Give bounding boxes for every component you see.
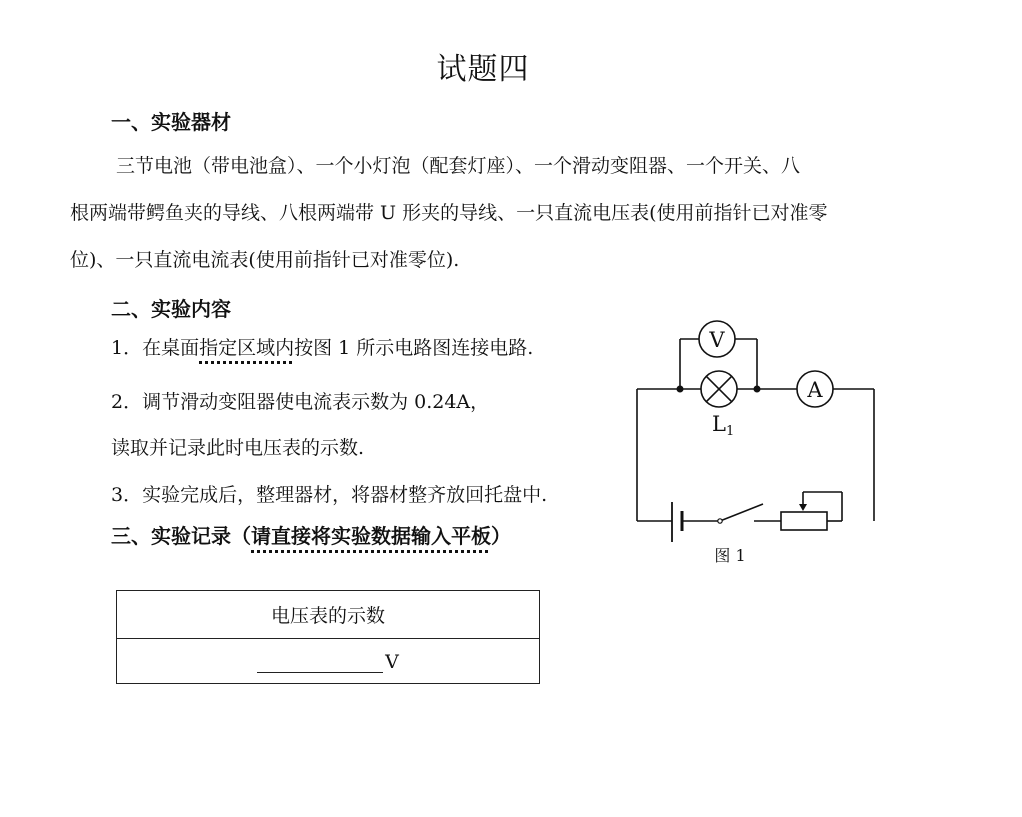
section3-note-open: （ [231,524,251,548]
junction-right [754,386,761,393]
section3-heading-text: 三、实验记录 [111,524,231,548]
section1-line-1: 三节电池（带电池盒）、一个小灯泡（配套灯座）、一个滑动变阻器、一个开关、八 [116,155,801,177]
section1-line-3: 位)、一只直流电流表(使用前指针已对准零位). [70,249,460,271]
switch-contact [718,519,722,523]
lamp-label [712,412,734,439]
step-2-line-1: 2．调节滑动变阻器使电流表示数为 0.24A， [111,391,490,413]
step-2-line-2: 读取并记录此时电压表的示数. [111,437,365,459]
junction-left [677,386,684,393]
switch-blade [720,504,763,521]
record-table [116,590,540,684]
voltmeter-label: V [709,328,725,352]
rheostat-arrow [799,504,807,511]
lamp-label-text: L [712,412,726,436]
answer-blank[interactable] [257,650,383,673]
section2-heading: 二、实验内容 [111,297,231,321]
figure-caption: 图 1 [714,546,746,565]
section3-heading [111,520,511,549]
step-1-prefix: 1．在桌面 [111,337,200,359]
step-1-emphasis: 指定区域内 [199,337,295,359]
rheostat-body [781,512,827,530]
section3-note: 请直接将实验数据输入平板 [251,524,491,548]
section3-note-close: ） [491,524,511,548]
step-1-suffix: 按图 1 所示电路图连接电路. [294,337,534,359]
circuit-diagram [620,318,890,573]
section1-heading: 一、实验器材 [111,110,231,134]
answer-unit: V [385,650,399,673]
ammeter-label: A [807,378,823,402]
record-table-answer-row [117,638,539,685]
step-1 [111,333,533,360]
section1-line-2: 根两端带鳄鱼夹的导线、八根两端带 U 形夹的导线、一只直流电压表(使用前指针已对准零 [70,202,828,224]
page-title: 试题四 [436,52,530,87]
step-3: 3．实验完成后，整理器材，将器材整齐放回托盘中. [111,484,548,506]
lamp-label-subscript: 1 [725,424,735,439]
record-table-header: 电压表的示数 [117,591,539,639]
